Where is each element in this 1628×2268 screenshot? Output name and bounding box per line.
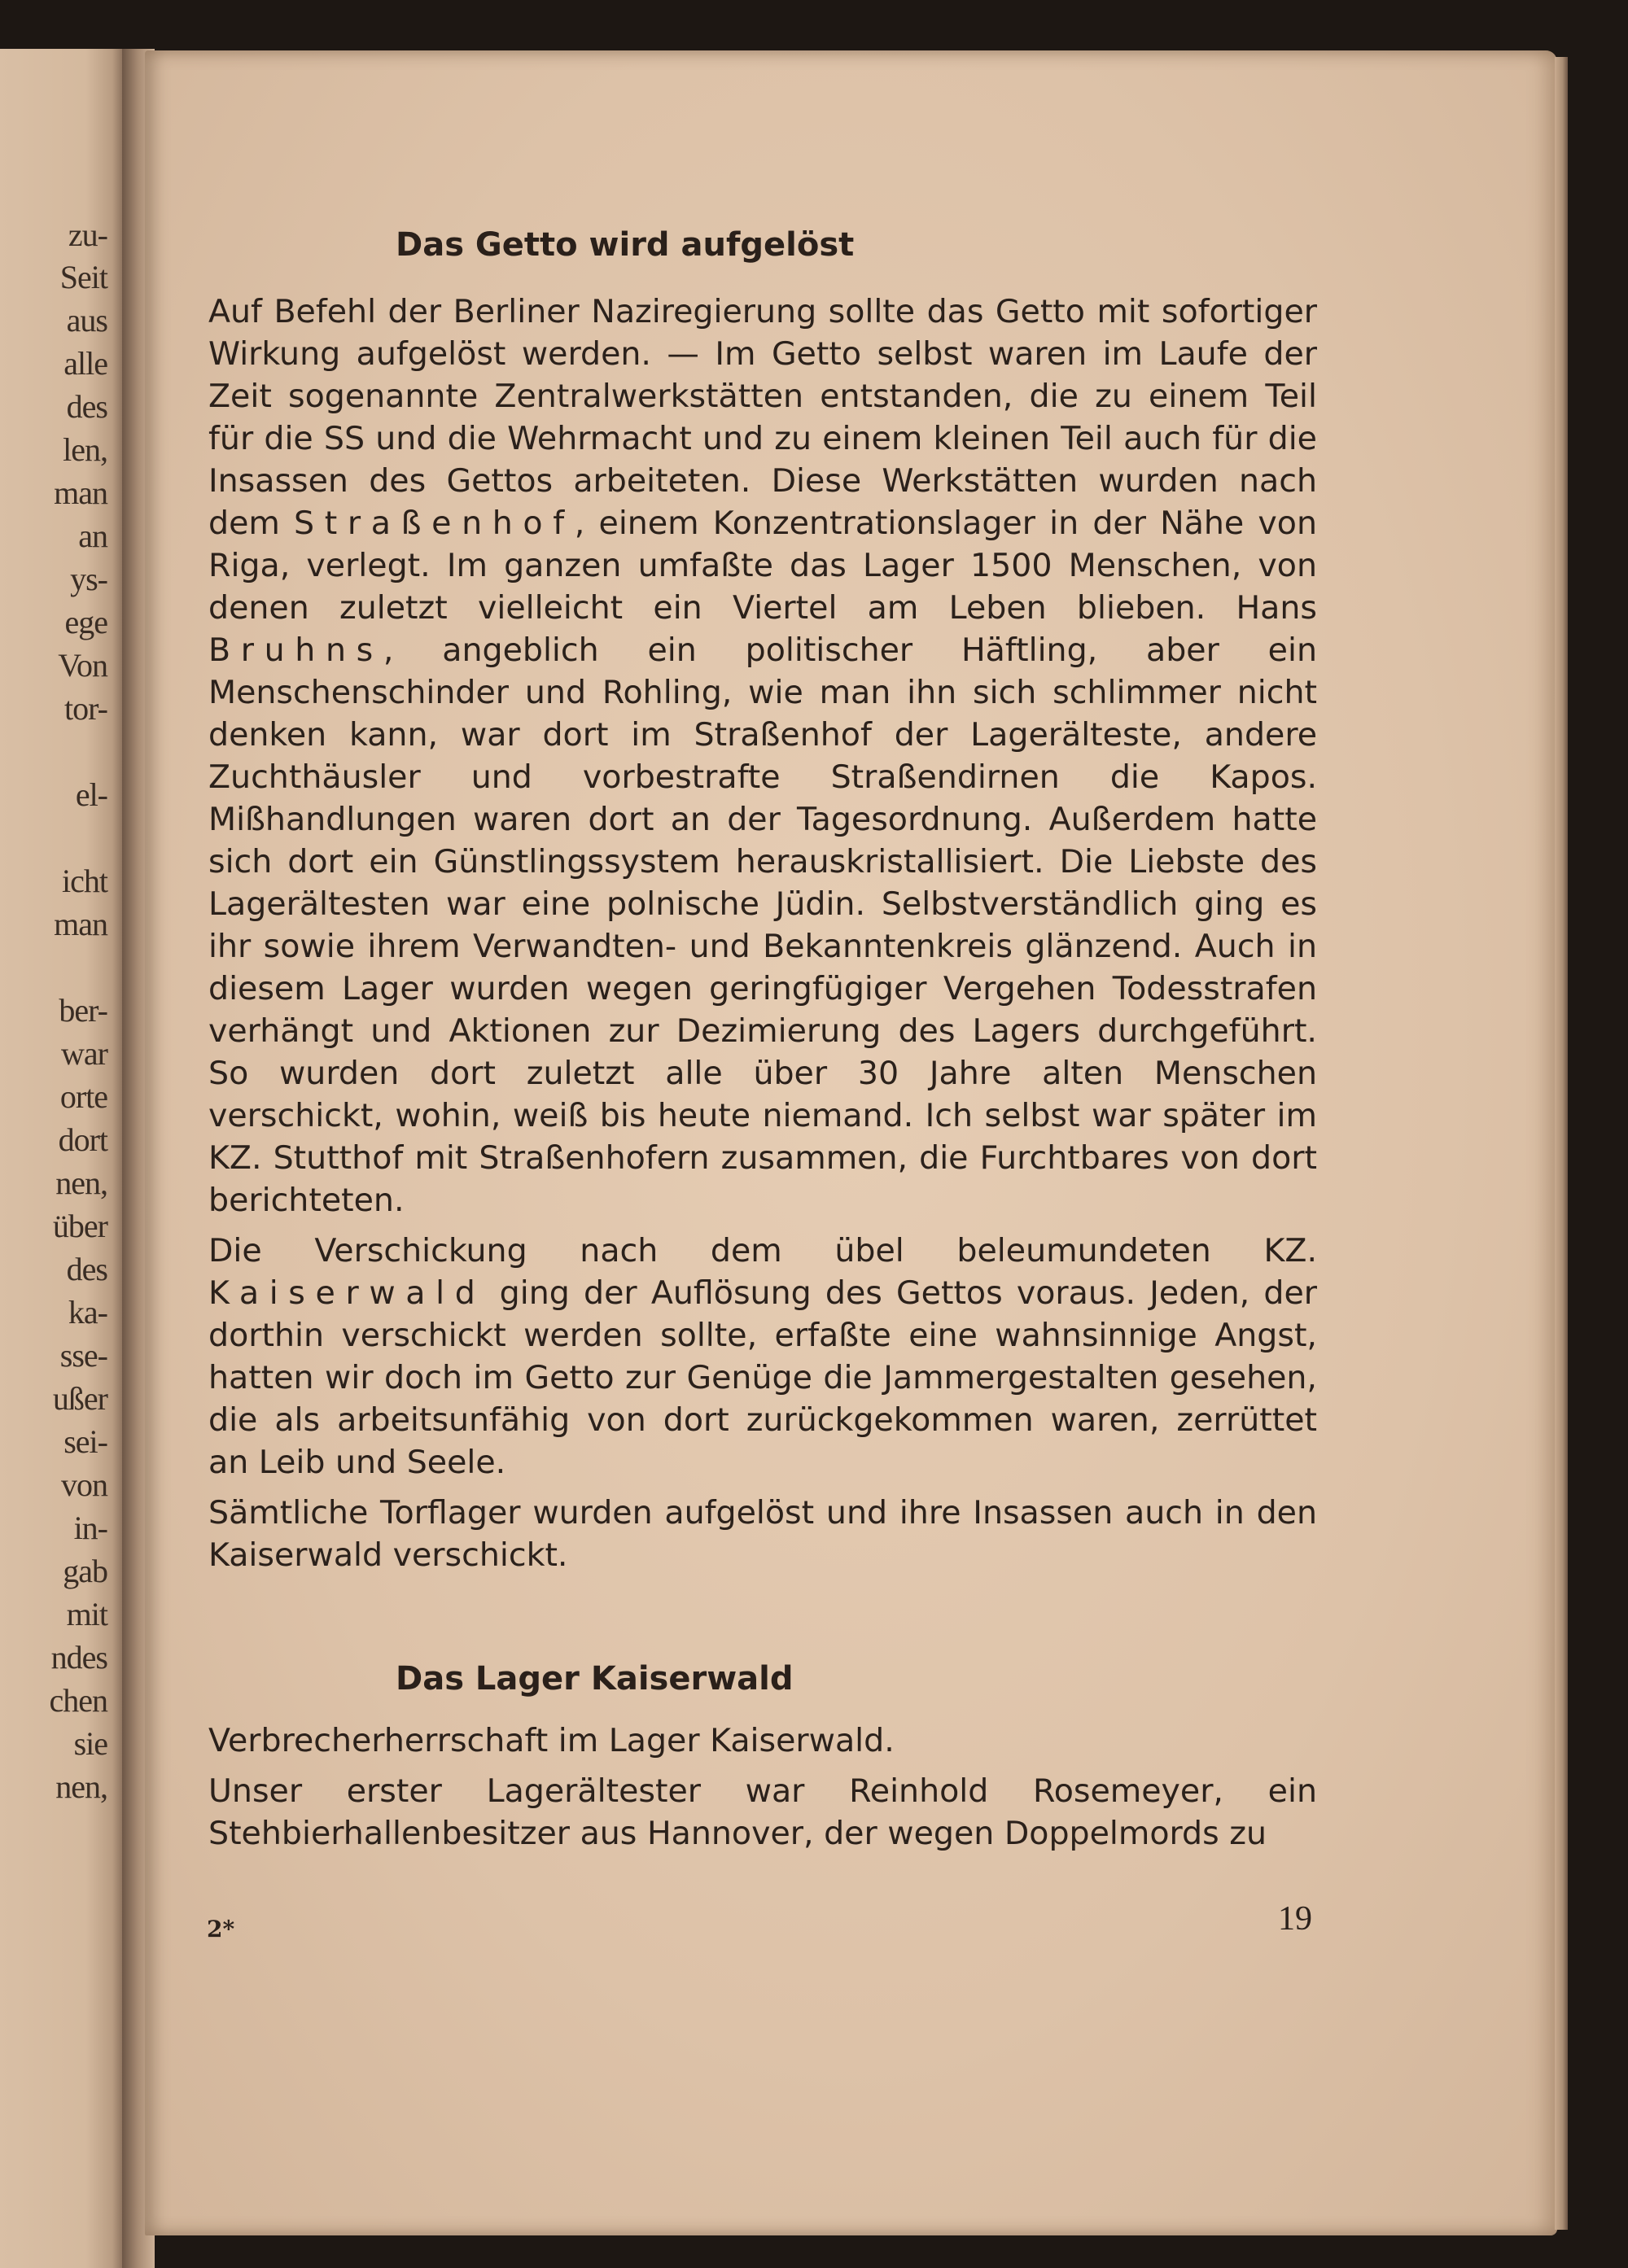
- left-fragment: ber-: [59, 992, 107, 1029]
- left-fragment: Von: [58, 647, 107, 684]
- left-fragment: des: [66, 1251, 107, 1287]
- left-fragment: len,: [63, 431, 107, 468]
- left-fragment: sse-: [59, 1337, 107, 1374]
- page-edge: [1555, 57, 1568, 2230]
- left-fragment: gab: [63, 1553, 107, 1589]
- left-fragment: zu-: [68, 216, 107, 253]
- paragraph: Auf Befehl der Berliner Naziregierung sollte das Getto mit sofortiger Wirkung aufgelöst werden. — Im Getto selbst waren im Laufe der Zeit sogenannte Zentralwerkstätten entstanden, die zu einem Teil für die SS und die Wehrmacht und zu einem kleinen Teil auch für die Insassen des Gettos arbeiteten. Diese Werkstätten wurden nach dem Straßenhof, einem Konzentrationslager in der Nähe von Riga, verlegt. Im ganzen umfaßte das Lager 1500 Menschen, von denen zuletzt vielleicht ein Viertel am Leben blieben. Hans Bruhns, angeblich ein politischer Häftling, aber ein Menschenschinder und Rohling, wie man ihn sich schlimmer nicht denken kann, war dort im Straßenhof der Lagerälteste, andere Zuchthäusler und vorbestrafte Straßendirnen die Kapos. Mißhandlungen waren dort an der Tagesordnung. Außerdem hatte sich dort ein Günstlingssystem herauskristallisiert. Die Liebste des Lagerältesten war eine polnische Jüdin. Selbstverständlich ging es ihr sowie ihrem Verwandten- und Bekanntenkreis glänzend. Auch in diesem Lager wurden wegen geringfügiger Vergehen Todesstrafen verhängt und Aktionen zur Dezimierung des Lagers durchgeführt. So wurden dort zuletzt alle über 30 Jahre alten Menschen verschickt, wohin, weiß bis heute niemand. Ich selbst war später im KZ. Stutthof mit Straßenhofern zusammen, die Furchtbares von dort berichteten.: [208, 293, 1317, 1219]
- left-fragment: Seit: [59, 259, 107, 295]
- spaced-name: Kaiserwald: [208, 1274, 486, 1312]
- left-fragment: an: [78, 518, 107, 554]
- left-fragment: man: [54, 906, 107, 942]
- left-fragment: tor-: [64, 690, 107, 727]
- left-fragment: ka-: [68, 1294, 107, 1331]
- left-fragment: el-: [75, 776, 107, 813]
- left-fragment: icht: [62, 863, 107, 899]
- left-fragment: ußer: [52, 1380, 107, 1417]
- section-body-kaiserwald: [208, 1720, 1317, 1855]
- spaced-name: Bruhns: [208, 631, 383, 669]
- section-heading-kaiserwald: Das Lager Kaiserwald: [396, 1660, 794, 1698]
- left-fragment: über: [52, 1208, 107, 1244]
- left-fragment: mit: [66, 1596, 107, 1632]
- page-number: 19: [1278, 1900, 1312, 1938]
- left-fragment: ege: [64, 604, 107, 640]
- left-fragment: sie: [73, 1725, 107, 1762]
- left-fragment: sei-: [63, 1423, 107, 1460]
- left-fragment: chen: [49, 1682, 107, 1719]
- section-heading-getto: Das Getto wird aufgelöst: [396, 226, 855, 264]
- left-fragment: von: [61, 1466, 107, 1503]
- paragraph: Sämtliche Torflager wurden aufgelöst und ihre Insassen auch in den Kaiserwald verschickt.: [208, 1494, 1317, 1574]
- left-fragment: ys-: [70, 561, 107, 597]
- paragraph: Die Verschickung nach dem übel beleumundeten KZ. Kaiserwald ging der Auflösung des Gettos voraus. Jeden, der dorthin verschickt werden sollte, erfaßte eine wahnsinnige Angst, hatten wir doch im Getto zur Genüge die Jammergestalten gesehen, die als arbeitsunfähig von dort zurückgekommen waren, zerrüttet an Leib und Seele.: [208, 1232, 1317, 1481]
- left-fragment: aus: [66, 302, 107, 339]
- left-fragment: nen,: [55, 1768, 107, 1805]
- left-fragment: dort: [58, 1121, 107, 1158]
- left-page-edge: [0, 49, 122, 2268]
- left-fragment: man: [54, 474, 107, 511]
- section-body-getto: [208, 291, 1317, 1576]
- spaced-name: Straßenhof: [294, 505, 575, 542]
- left-fragment: in-: [73, 1510, 107, 1546]
- left-fragment: des: [66, 388, 107, 425]
- signature-mark: 2*: [207, 1916, 235, 1942]
- left-fragment: alle: [63, 345, 107, 382]
- left-fragment: war: [61, 1035, 107, 1072]
- paragraph: Unser erster Lagerältester war Reinhold Rosemeyer, ein Stehbierhallenbesitzer aus Hannover, der wegen Doppelmords zu: [208, 1772, 1317, 1852]
- left-fragment: orte: [59, 1078, 107, 1115]
- left-fragment: ndes: [50, 1639, 107, 1676]
- paragraph: Verbrecherherrschaft im Lager Kaiserwald.: [208, 1722, 895, 1759]
- left-fragment: nen,: [55, 1165, 107, 1201]
